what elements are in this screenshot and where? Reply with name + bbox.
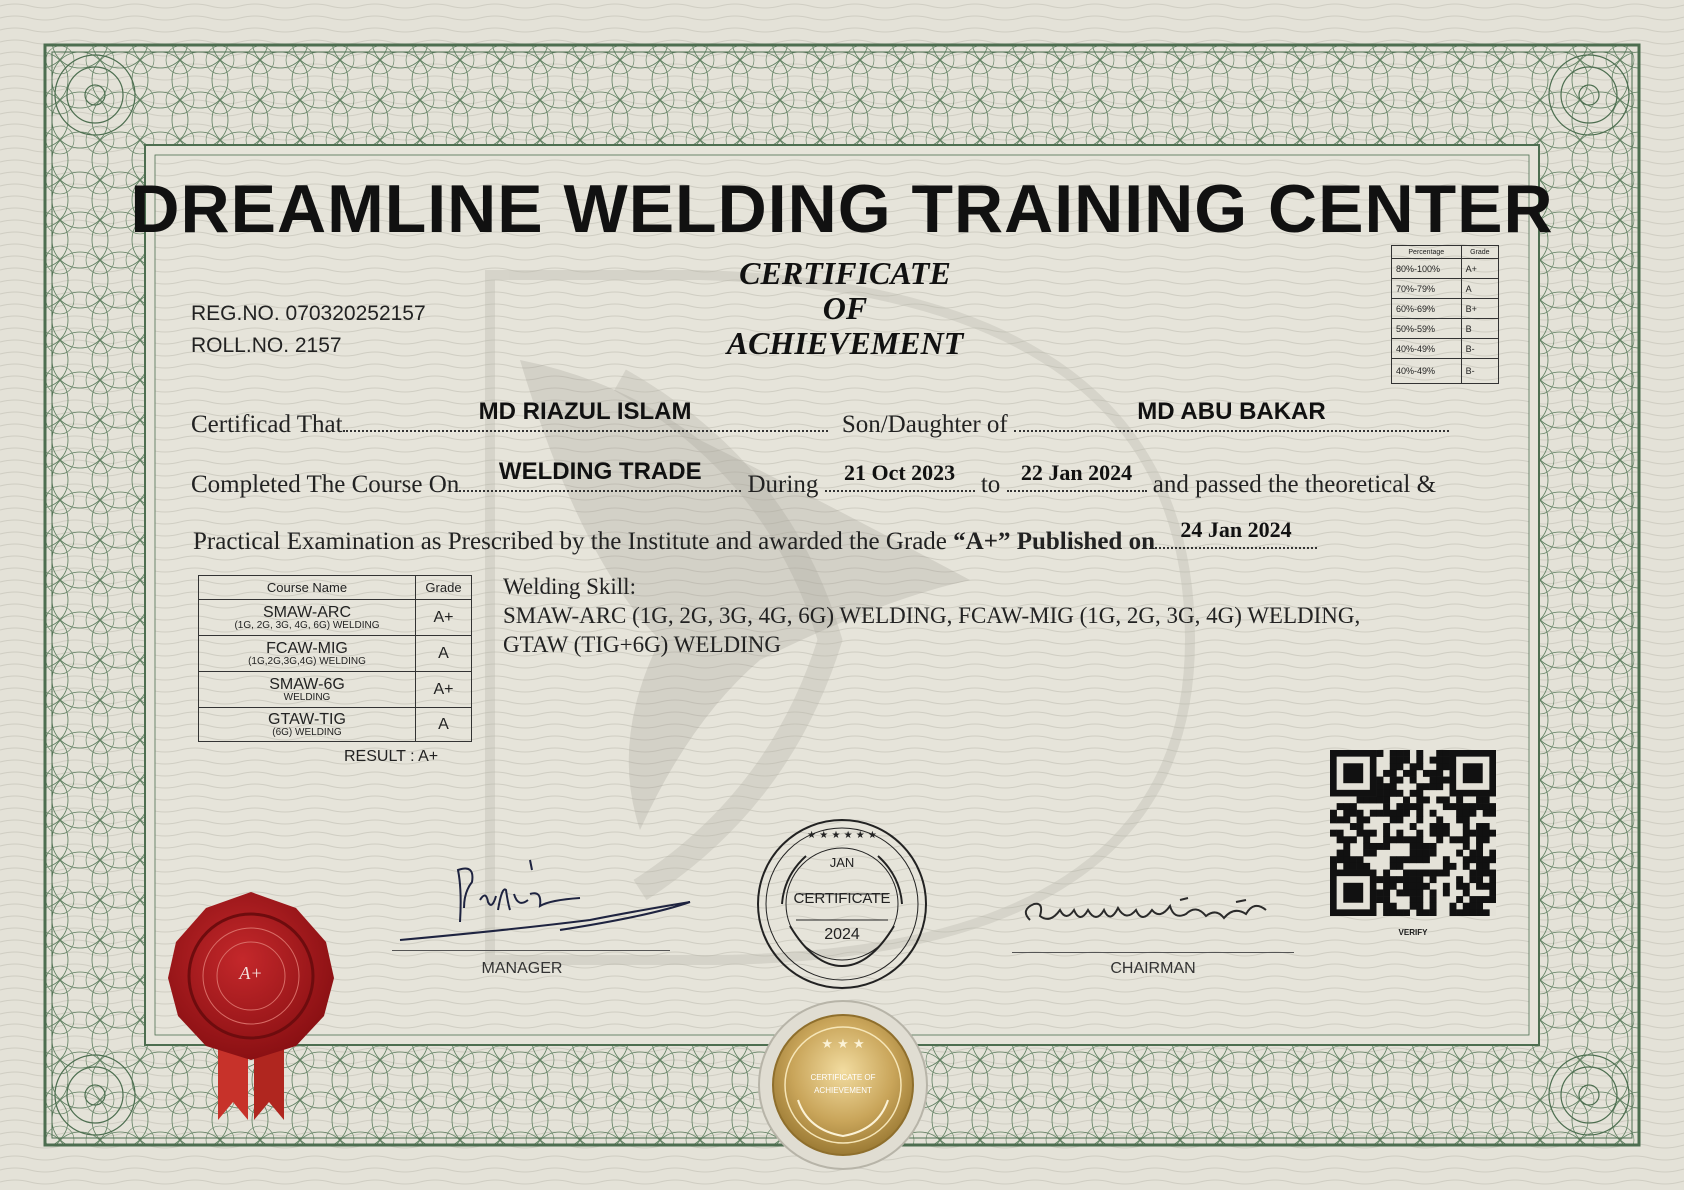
- parent-label: Son/Daughter of: [841, 411, 1008, 438]
- registration-info: [191, 298, 426, 362]
- gold-badge-line2: ACHIEVEMENT: [814, 1086, 872, 1095]
- grade-scale-row: [1392, 259, 1499, 279]
- svg-text:★ ★ ★: ★ ★ ★: [821, 1037, 865, 1052]
- result-label: RESULT : A+: [344, 748, 439, 765]
- grade-scale-percentage: 50%-59%: [1392, 319, 1462, 339]
- course-detail: (1G,2G,3G,4G) WELDING: [248, 655, 366, 667]
- grade-scale-percentage: 40%-49%: [1392, 359, 1462, 384]
- exam-text: Practical Examination as Prescribed by the Institute and awarded the Grade: [193, 528, 947, 555]
- grade-scale-row: [1392, 359, 1499, 384]
- body-line-1: [191, 398, 1449, 439]
- start-date: 21 Oct 2023: [843, 460, 956, 485]
- grade-scale-row: [1392, 319, 1499, 339]
- chairman-line: [1012, 952, 1294, 953]
- grade-scale-row: [1392, 279, 1499, 299]
- course-name: FCAW-MIG: [266, 639, 348, 657]
- certificate-heading-line2: OF: [822, 290, 868, 326]
- course-detail: (1G, 2G, 3G, 4G, 6G) WELDING: [234, 619, 380, 631]
- grade-scale-table: [1391, 245, 1499, 384]
- grade-scale-row: [1392, 339, 1499, 359]
- manager-signature: [380, 850, 700, 950]
- qr-code[interactable]: [1330, 750, 1496, 916]
- grade-scale-percentage: 60%-69%: [1392, 299, 1462, 319]
- grade-scale-grade: B+: [1461, 299, 1498, 319]
- qr-finder-pattern: [1330, 870, 1376, 916]
- course-detail: WELDING: [283, 691, 331, 703]
- wax-seal: [168, 890, 334, 1130]
- wax-seal-grade: A+: [239, 963, 263, 983]
- gold-badge-line1: CERTIFICATE OF: [810, 1073, 876, 1082]
- reg-number: REG.NO. 070320252157: [191, 302, 426, 325]
- manager-line: [392, 950, 670, 951]
- course-cell: [199, 600, 416, 636]
- qr-finder-pattern: [1330, 750, 1376, 796]
- parent-name-field: [1014, 398, 1449, 432]
- to-label: to: [980, 471, 1001, 498]
- course-detail: (6G) WELDING: [272, 726, 342, 738]
- course-cell: [199, 708, 416, 742]
- student-name: MD RIAZUL ISLAM: [478, 398, 692, 425]
- grade-scale-header: [1392, 246, 1499, 259]
- completed-label: Completed The Course On: [191, 471, 460, 498]
- course-row: [199, 672, 472, 708]
- published-date-field: [1155, 517, 1317, 549]
- published-label: Published on: [1016, 528, 1155, 555]
- qr-verify-label: VERIFY: [1398, 928, 1428, 937]
- grade-scale-percentage: 70%-79%: [1392, 279, 1462, 299]
- body-line-3: [193, 517, 1317, 556]
- start-date-field: [825, 460, 975, 492]
- course-grade: A+: [416, 672, 472, 708]
- course-row: [199, 708, 472, 742]
- course-table-header-grade: Grade: [416, 576, 472, 600]
- skill-line-1: SMAW-ARC (1G, 2G, 3G, 4G, 6G) WELDING, FCAW-MIG (1G, 2G, 3G, 4G) WELDING,: [503, 603, 1361, 628]
- grade-scale-grade: A: [1461, 279, 1498, 299]
- grade-scale-percentage: 80%-100%: [1392, 259, 1462, 279]
- course-grade: A+: [416, 600, 472, 636]
- passed-label: and passed the theoretical &: [1152, 471, 1437, 498]
- institute-title: DREAMLINE WELDING TRAINING CENTER: [130, 171, 1554, 247]
- course-field: [459, 458, 741, 492]
- published-date: 24 Jan 2024: [1180, 517, 1292, 542]
- course-name: WELDING TRADE: [498, 458, 702, 485]
- certificate-heading-line1: CERTIFICATE: [739, 255, 951, 291]
- roll-number: ROLL.NO. 2157: [191, 334, 342, 357]
- course-cell: [199, 672, 416, 708]
- svg-text:★ ★ ★ ★ ★ ★: ★ ★ ★ ★ ★ ★: [807, 830, 877, 841]
- certificate-heading: [640, 256, 1050, 361]
- chairman-signature: [1010, 880, 1290, 950]
- course-row: [199, 600, 472, 636]
- course-name: SMAW-6G: [269, 675, 345, 693]
- grade-scale-header-grade: Grade: [1461, 246, 1498, 259]
- grade-scale-grade: B: [1461, 319, 1498, 339]
- course-name: GTAW-TIG: [268, 710, 346, 728]
- awarded-grade: “A+”: [953, 528, 1011, 555]
- qr-finder-pattern: [1450, 750, 1496, 796]
- welding-skill: [503, 572, 1360, 659]
- body-line-2: [191, 458, 1437, 499]
- certificate-heading-line3: ACHIEVEMENT: [726, 325, 964, 361]
- grade-scale-grade: B-: [1461, 359, 1498, 384]
- course-name: SMAW-ARC: [263, 603, 351, 621]
- course-table-header: [199, 576, 472, 600]
- end-date-field: [1007, 460, 1147, 492]
- grade-scale-header-percentage: Percentage: [1392, 246, 1462, 259]
- chairman-label: CHAIRMAN: [1110, 960, 1196, 977]
- student-name-field: [343, 398, 828, 432]
- during-label: During: [747, 471, 819, 498]
- skill-heading: Welding Skill:: [503, 574, 636, 599]
- end-date: 22 Jan 2024: [1020, 460, 1133, 485]
- course-cell: [199, 636, 416, 672]
- grade-scale-row: [1392, 299, 1499, 319]
- manager-label: MANAGER: [481, 960, 563, 977]
- course-table: [198, 575, 472, 742]
- seal-year: 2024: [824, 926, 860, 943]
- parent-name: MD ABU BAKAR: [1137, 398, 1326, 425]
- course-table-header-name: Course Name: [199, 576, 416, 600]
- grade-scale-grade: B-: [1461, 339, 1498, 359]
- course-row: [199, 636, 472, 672]
- grade-scale-percentage: 40%-49%: [1392, 339, 1462, 359]
- grade-scale-grade: A+: [1461, 259, 1498, 279]
- skill-line-2: GTAW (TIG+6G) WELDING: [503, 632, 781, 657]
- seal-label: CERTIFICATE: [793, 890, 891, 907]
- course-grade: A: [416, 636, 472, 672]
- seal-month: JAN: [829, 855, 855, 870]
- course-grade: A: [416, 708, 472, 742]
- certified-label: Certificad That: [191, 411, 343, 438]
- gold-badge-text: [758, 1071, 928, 1097]
